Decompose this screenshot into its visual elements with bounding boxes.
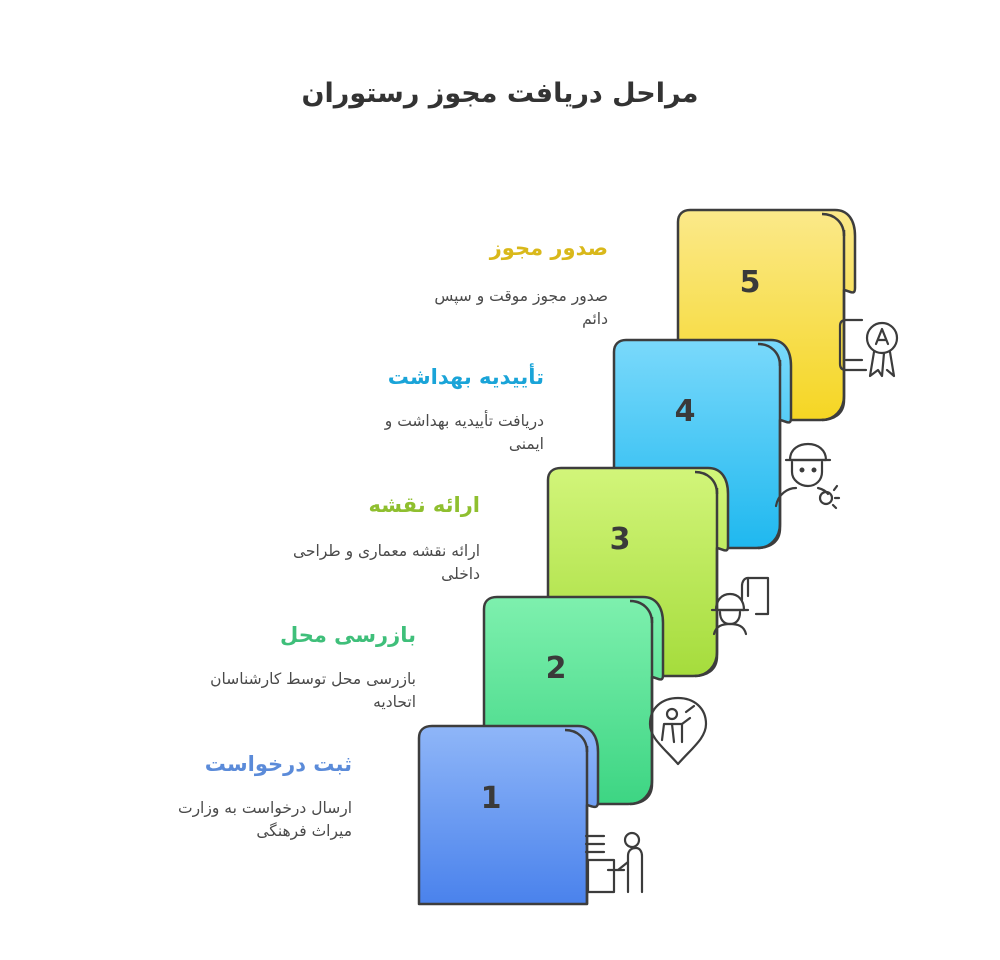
step-3-desc-line-2: داخلی	[441, 565, 480, 583]
certificate-icon	[840, 320, 897, 376]
step-1-heading: ثبت درخواست	[204, 752, 352, 776]
step-1-banner	[419, 726, 598, 904]
step-1-desc-line-2: میراث فرهنگی	[256, 822, 352, 840]
step-5-number: 5	[739, 265, 761, 300]
step-4-number: 4	[674, 394, 696, 429]
step-2-number: 2	[545, 651, 567, 686]
step-3-heading: ارائه نقشه	[368, 493, 480, 517]
step-3-desc-line-1: ارائه نقشه معماری و طراحی	[293, 542, 480, 560]
step-5-description	[434, 285, 608, 331]
step-1-description	[178, 797, 352, 843]
step-5-desc-line-1: صدور مجوز موقت و سپس	[434, 287, 608, 305]
step-3-number: 3	[609, 522, 631, 557]
step-3-description	[293, 540, 480, 586]
architect-blueprint-icon	[712, 578, 768, 634]
step-4-desc-line-1: دریافت تأییدیه بهداشت و	[384, 412, 544, 430]
step-5-heading: صدور مجوز	[489, 236, 608, 260]
desk-worker-icon	[586, 833, 642, 892]
step-5-desc-line-2: دائم	[582, 310, 608, 328]
step-4-desc-line-2: ایمنی	[508, 435, 544, 453]
step-4-heading: تأییدیه بهداشت	[387, 365, 544, 389]
step-2-description	[210, 668, 416, 714]
location-inspector-icon	[650, 698, 706, 764]
health-inspector-icon	[776, 444, 839, 508]
step-1-number: 1	[480, 781, 502, 816]
step-2-desc-line-2: اتحادیه	[373, 693, 416, 711]
step-4-description	[385, 410, 544, 456]
step-1-desc-line-1: ارسال درخواست به وزارت	[177, 799, 352, 817]
diagram-title: مراحل دریافت مجوز رستوران	[301, 78, 699, 109]
step-2-desc-line-1: بازرسی محل توسط کارشناسان	[210, 670, 416, 688]
step-2-heading: بازرسی محل	[279, 623, 416, 647]
